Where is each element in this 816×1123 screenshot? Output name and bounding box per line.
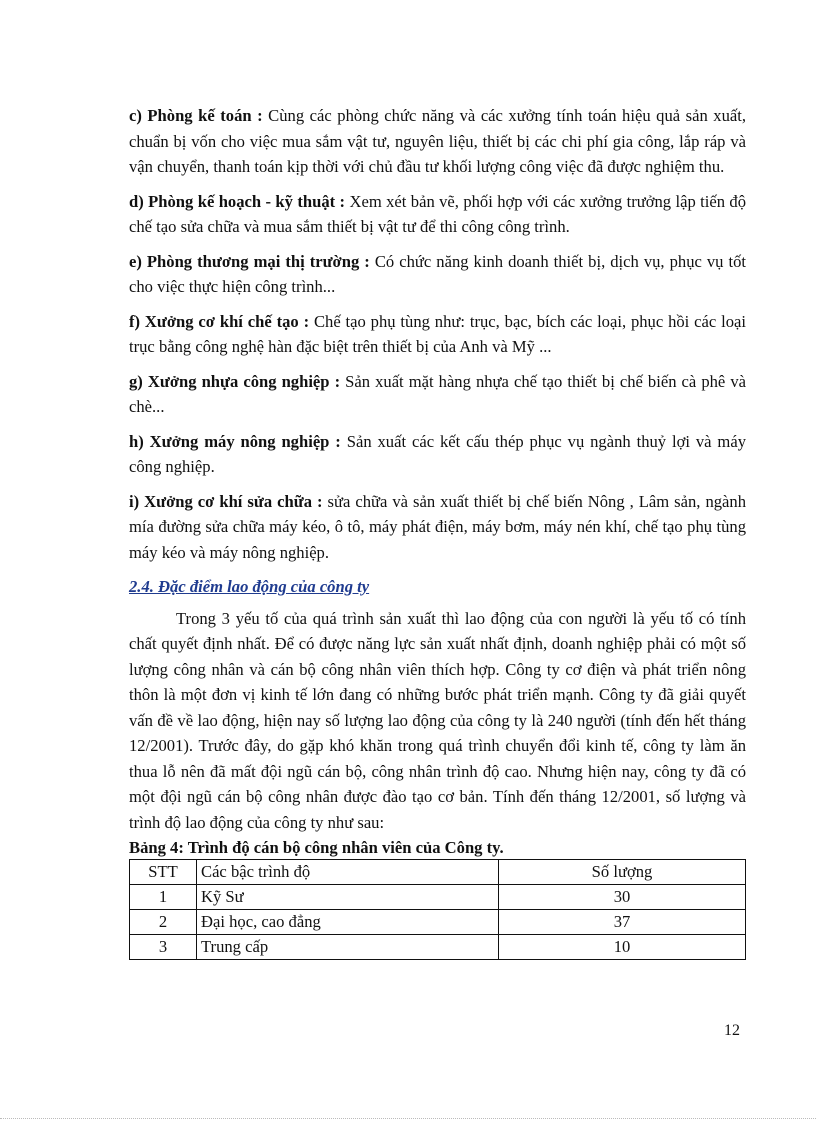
- section-d: [129, 189, 746, 240]
- table-header-cell: STT: [130, 860, 197, 885]
- document-body: [129, 103, 746, 960]
- section-term: f) Xưởng cơ khí chế tạo :: [129, 311, 310, 331]
- section-text: Sản xuất mặt hàng nhựa chế tạo thiết bị chế biến cà phê và chè...: [129, 371, 746, 416]
- section-h: [129, 429, 746, 480]
- section-text: Có chức năng kinh doanh thiết bị, dịch vụ, phục vụ tốt cho việc thực hiện công trình...: [129, 251, 747, 296]
- table-cell: Đại học, cao đẳng: [197, 910, 499, 935]
- table-header-row: [130, 860, 746, 885]
- section-term: i) Xưởng cơ khí sửa chữa :: [129, 491, 323, 511]
- table-cell: 37: [499, 910, 746, 935]
- section-heading: 2.4. Đặc điểm lao động của công ty: [129, 577, 370, 596]
- section-f: [129, 309, 746, 360]
- table-row: [130, 935, 746, 960]
- section-term: d) Phòng kế hoạch - kỹ thuật :: [129, 191, 346, 211]
- section-c: [129, 103, 746, 180]
- section-text: sửa chữa và sản xuất thiết bị chế biến Nông , Lâm sản, ngành mía đường sửa chữa máy kéo, ô tô, máy phát điện, máy bơm, máy nén khí, chế tạo phụ tùng máy kéo và máy nông nghiệp.: [129, 491, 747, 562]
- table-cell: 2: [130, 910, 197, 935]
- page-bottom-divider: [0, 1118, 816, 1120]
- section-e: [129, 249, 746, 300]
- section-term: e) Phòng thương mại thị trường :: [129, 251, 370, 271]
- table-cell: 3: [130, 935, 197, 960]
- section-i: [129, 489, 746, 566]
- section-term: c) Phòng kế toán :: [129, 106, 263, 125]
- table-cell: 1: [130, 885, 197, 910]
- section-g: [129, 369, 746, 420]
- table-cell: 30: [499, 885, 746, 910]
- staff-qualification-table: [129, 859, 746, 960]
- section-term: h) Xưởng máy nông nghiệp :: [129, 431, 341, 451]
- section-text: Sản xuất các kết cấu thép phục vụ ngành thuỷ lợi và máy công nghiệp.: [129, 431, 746, 476]
- body-paragraph: Trong 3 yếu tố của quá trình sản xuất thì lao động của con người là yếu tố có tính chất quyết định nhất. Để có được năng lực sản xuất nhất định, doanh nghiệp phải có một số lượng công nhân và cán bộ công nhân viên thích hợp. Công ty cơ điện và phát triển nông thôn là một đơn vị kinh tế lớn đang có những bước phát triển mạnh. Công ty đã giải quyết vấn đề về lao động, hiện nay số lượng lao động của công ty là 240 người (tính đến hết tháng 12/2001). Trước đây, do gặp khó khăn trong quá trình chuyển đổi kinh tế, công ty làm ăn thua lỗ nên đã mất đội ngũ cán bộ, công nhân trình độ cao. Nhưng hiện nay, công ty đã có một đội ngũ cán bộ công nhân được đào tạo cơ bản. Tính đến tháng 12/2001, số lượng và trình độ lao động của công ty như sau:: [129, 608, 746, 832]
- table-header-cell: Số lượng: [499, 860, 746, 885]
- section-text: Chế tạo phụ tùng như: trục, bạc, bích các loại, phục hồi các loại trục bằng công nghệ hàn đặc biệt trên thiết bị của Anh và Mỹ ...: [129, 311, 746, 356]
- table-row: [130, 885, 746, 910]
- table-caption: Bảng 4: Trình độ cán bộ công nhân viên của Công ty.: [129, 838, 504, 857]
- section-text: Cùng các phòng chức năng và các xưởng tính toán hiệu quả sản xuất, chuẩn bị vốn cho việc mua sắm vật tư, nguyên liệu, thiết bị các chi phí gia công, lắp ráp và vận chuyển, thanh toán kịp thời với chủ đầu tư khối lượng công việc đã được nghiệm thu.: [129, 106, 747, 176]
- table-header-cell: Các bậc trình độ: [197, 860, 499, 885]
- table-cell: Trung cấp: [197, 935, 499, 960]
- section-text: Xem xét bản vẽ, phối hợp với các xưởng trưởng lập tiến độ chế tạo sửa chữa và mua sắm thiết bị vật tư để thi công công trình.: [129, 191, 747, 236]
- page-number: 12: [724, 1022, 740, 1039]
- table-row: [130, 910, 746, 935]
- table-cell: Kỹ Sư: [197, 885, 499, 910]
- table-cell: 10: [499, 935, 746, 960]
- section-term: g) Xưởng nhựa công nghiệp :: [129, 371, 341, 391]
